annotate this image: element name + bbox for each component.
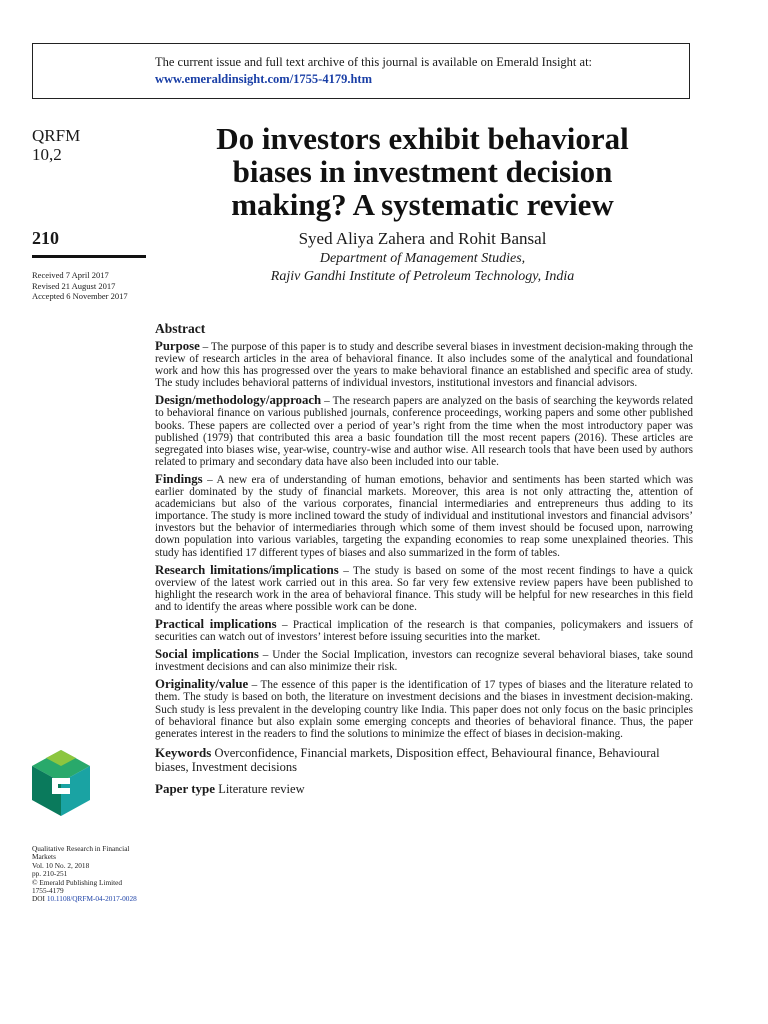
doi-label: DOI (32, 894, 45, 904)
accepted-date: Accepted 6 November 2017 (32, 291, 128, 301)
volume-issue: 10,2 (32, 145, 62, 164)
journal-name-line: Markets (32, 852, 56, 862)
received-date: Received 7 April 2017 (32, 270, 109, 280)
journal-name-line: Qualitative Research in Financial (32, 844, 130, 853)
abstract-body (155, 340, 693, 797)
article-title (155, 122, 690, 221)
affiliation-line: Rajiv Gandhi Institute of Petroleum Technology, India (270, 269, 575, 284)
section-label: Practical implications (155, 616, 277, 631)
banner-text: The current issue and full text archive of this journal is available on Emerald Insight at: (155, 55, 593, 69)
section-label: Originality/value (155, 677, 249, 692)
revised-date: Revised 21 August 2017 (32, 280, 116, 291)
paper-type-text: Literature review (218, 781, 305, 796)
page-range: pp. 210-251 (32, 869, 68, 879)
authors: Syed Aliya Zahera and Rohit Bansal (298, 229, 547, 248)
emerald-logo-icon (30, 748, 92, 818)
section-text: – The research papers are analyzed on the basis of searching the keywords related to behavioral finance on various published journals, conference proceedings, working papers and some other published books. These papers are collected over a period of year’s right from the time when the most introductory paper was published (1979) that contributed this area a basic foundation till the most recent papers (2016). These articles are segregated into biases wise, year-wise, country-wise and author wise. All research tools that have been used by authors related to primary and secondary data have also been included into our table. (155, 395, 693, 468)
sidebar-rule (32, 255, 146, 258)
affiliation-line: Department of Management Studies, (319, 251, 526, 266)
section-label: Findings (155, 471, 203, 486)
abstract-purpose (155, 340, 693, 389)
keywords (155, 746, 693, 774)
section-text: – The purpose of this paper is to study and describe several biases in investment decision-making through the review of research articles in the area of behavioral finance. It also includes some of the analytical and foundational work and how this has progressed over the years to make behavioral finance an established and specific area of study. The study includes behavioral patterns of individual investors, institutional investors and financial advisors. (155, 341, 693, 390)
volume-info: Vol. 10 No. 2, 2018 (32, 860, 90, 870)
section-text: – Under the Social Implication, investors can recognize several behavioral biases, take sound investment decisions and can also minimize their risk. (155, 649, 693, 674)
abstract-practical (155, 618, 693, 643)
page-number: 210 (32, 228, 59, 248)
abstract-design (155, 394, 693, 468)
section-label: Research limitations/implications (155, 562, 339, 577)
copyright: © Emerald Publishing Limited (32, 877, 123, 887)
paper-type (155, 781, 693, 797)
section-text: – Practical implication of the research is that companies, policymakers and issuers of securities can watch out of investors’ interest before issuing securities into the market. (155, 618, 693, 644)
keywords-label: Keywords (155, 744, 212, 760)
issn: 1755-4179 (32, 886, 64, 896)
abstract-social (155, 648, 693, 673)
article-history (32, 270, 128, 302)
section-text: – The essence of this paper is the identification of 17 types of biases and the literature related to them. The study is based on both, the literature on investment decisions and the biases in investment decision-making. Such study is less prevalent in the developing country like India. This paper does not only focus on the basic principles of behavioral finance but also explain some emerging concepts and theories of behavioral finance. Thus, the paper generates interest in the readers to find the solutions to minimize the effect of biases in decision-making. (155, 679, 693, 740)
section-label: Social implications (155, 647, 259, 662)
journal-abbr-text: QRFM (32, 126, 81, 145)
doi (32, 895, 150, 903)
section-label: Design/methodology/approach (155, 393, 322, 408)
section-text: – A new era of understanding of human emotions, behavior and sentiments has been started which was earlier dominated by the study of financial markets. Moreover, this area is not only attracting the, attention of academicians but also of the various corporates, financial intermediaries and entrepreneurs thus adding to its importance. The study is more inclined toward the study of individual and institutional investors and financial advisors’ investors but the behavior of intermediaries through which some of them invest should be focused upon, narrowing down population into various variables, targeting the expanding economies to reap some unexplained theories. This study has identified 17 different types of biases and also summarized in the form of tables. (155, 473, 693, 559)
affiliation (155, 250, 690, 286)
paper-type-label: Paper type (155, 780, 216, 796)
abstract-findings (155, 473, 693, 559)
journal-abbreviation (32, 126, 80, 164)
abstract-originality (155, 678, 693, 739)
keywords-text: Overconfidence, Financial markets, Disposition effect, Behavioural finance, Behavioural biases, Investment decisions (155, 745, 660, 774)
doi-link[interactable]: 10.1108/QRFM-04-2017-0028 (46, 894, 137, 904)
journal-url-link[interactable]: www.emeraldinsight.com/1755-4179.htm (155, 72, 372, 86)
journal-availability-banner (32, 43, 690, 99)
abstract-heading: Abstract (155, 321, 206, 336)
publication-info (32, 845, 150, 904)
title-line: Do investors exhibit behavioral (216, 121, 629, 156)
section-label: Purpose (155, 339, 200, 353)
title-line: making? A systematic review (231, 187, 614, 222)
section-text: – The study is based on some of the most recent findings to have a quick overview of the latest work carried out in this area. So far very few extensive review papers have been published to highlight the research work in the area of behavioral finance. This study will be helpful for new researches in this field and to identify the areas where possible work can be done. (155, 564, 693, 613)
title-line: biases in investment decision (232, 154, 613, 189)
abstract-limitations (155, 564, 693, 613)
